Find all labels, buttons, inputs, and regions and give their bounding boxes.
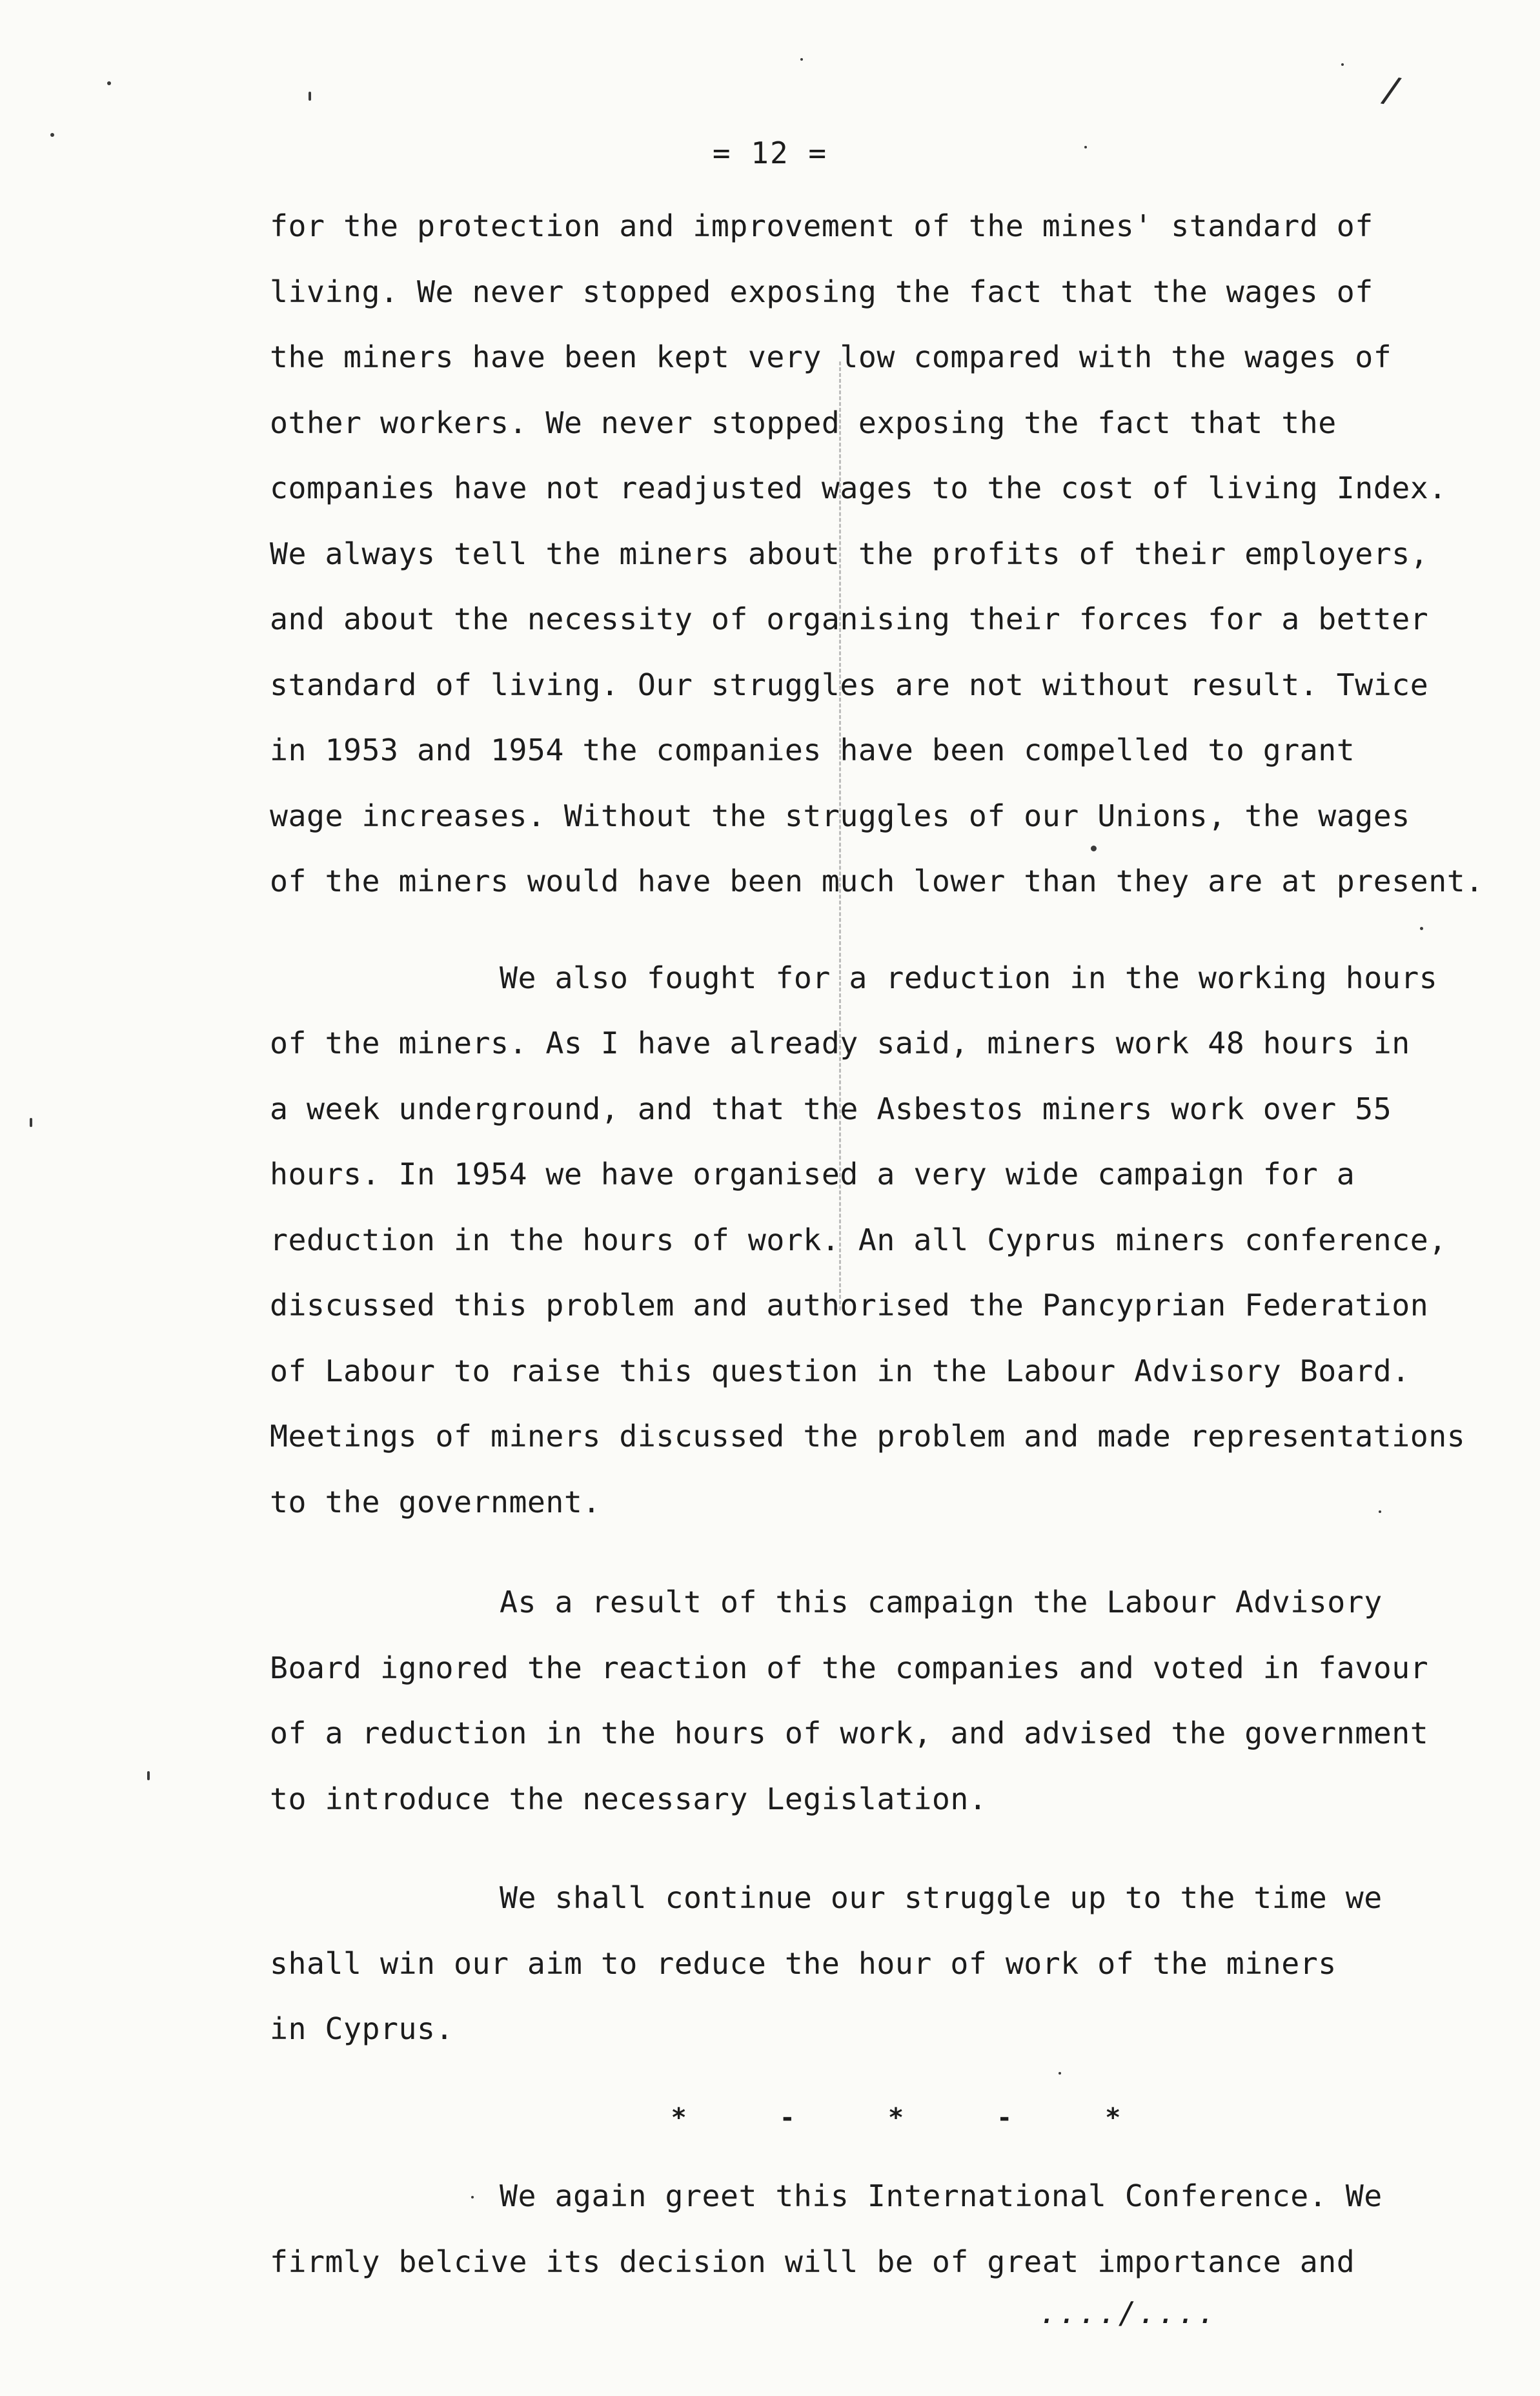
body-text: [270, 194, 1535, 2295]
section-separator: * - * - *: [671, 2102, 1160, 2133]
pen-mark: /: [1377, 68, 1406, 112]
speck: [800, 58, 803, 61]
paragraph-continue-struggle: We shall continue our struggle up to the time we shall win our aim to reduce the hour of work of the miners in Cyprus.: [270, 1880, 1383, 2046]
paragraph-wages: for the protection and improvement of the mines' standard of living. We never stopped exposing the fact that the wages of the miners have been kept very low compared with the wages of other workers. We never stopped exposing the fact that the companies have not readjusted wages to the cost of living Index. We always tell the miners about the profits of their employers, and about the necessity of organising their forces for a better standard of living. Our struggles are not without result. Twice in 1953 and 1954 the companies have been compelled to grant wage increases. Without the struggles of our Unions, the wages of the miners would have been much lower than they are at present.: [270, 208, 1484, 898]
page-number: = 12 =: [712, 136, 828, 170]
speck: [147, 1771, 150, 1780]
speck: [30, 1118, 32, 1127]
continuation-mark: ..../....: [1039, 2295, 1218, 2330]
speck: [1341, 63, 1344, 66]
speck: [107, 81, 111, 85]
speck: [309, 92, 311, 101]
paragraph-greeting: We again greet this International Conference. We firmly belcive its decision will be of great importance and: [270, 2178, 1383, 2279]
paragraph-advisory-board: As a result of this campaign the Labour Advisory Board ignored the reaction of the companies and voted in favour of a reduction in the hours of work, and advised the government to introduce the necessary Legislation.: [270, 1585, 1429, 1816]
paragraph-working-hours: We also fought for a reduction in the working hours of the miners. As I have already said, miners work 48 hours in a week underground, and that the Asbestos miners work over 55 hours. In 1954 we have organised a very wide campaign for a reduction in the hours of work. An all Cyprus miners conference, discussed this problem and authorised the Pancyprian Federation of Labour to raise this question in the Labour Advisory Board. Meetings of miners discussed the problem and made representations to the government.: [270, 960, 1466, 1519]
